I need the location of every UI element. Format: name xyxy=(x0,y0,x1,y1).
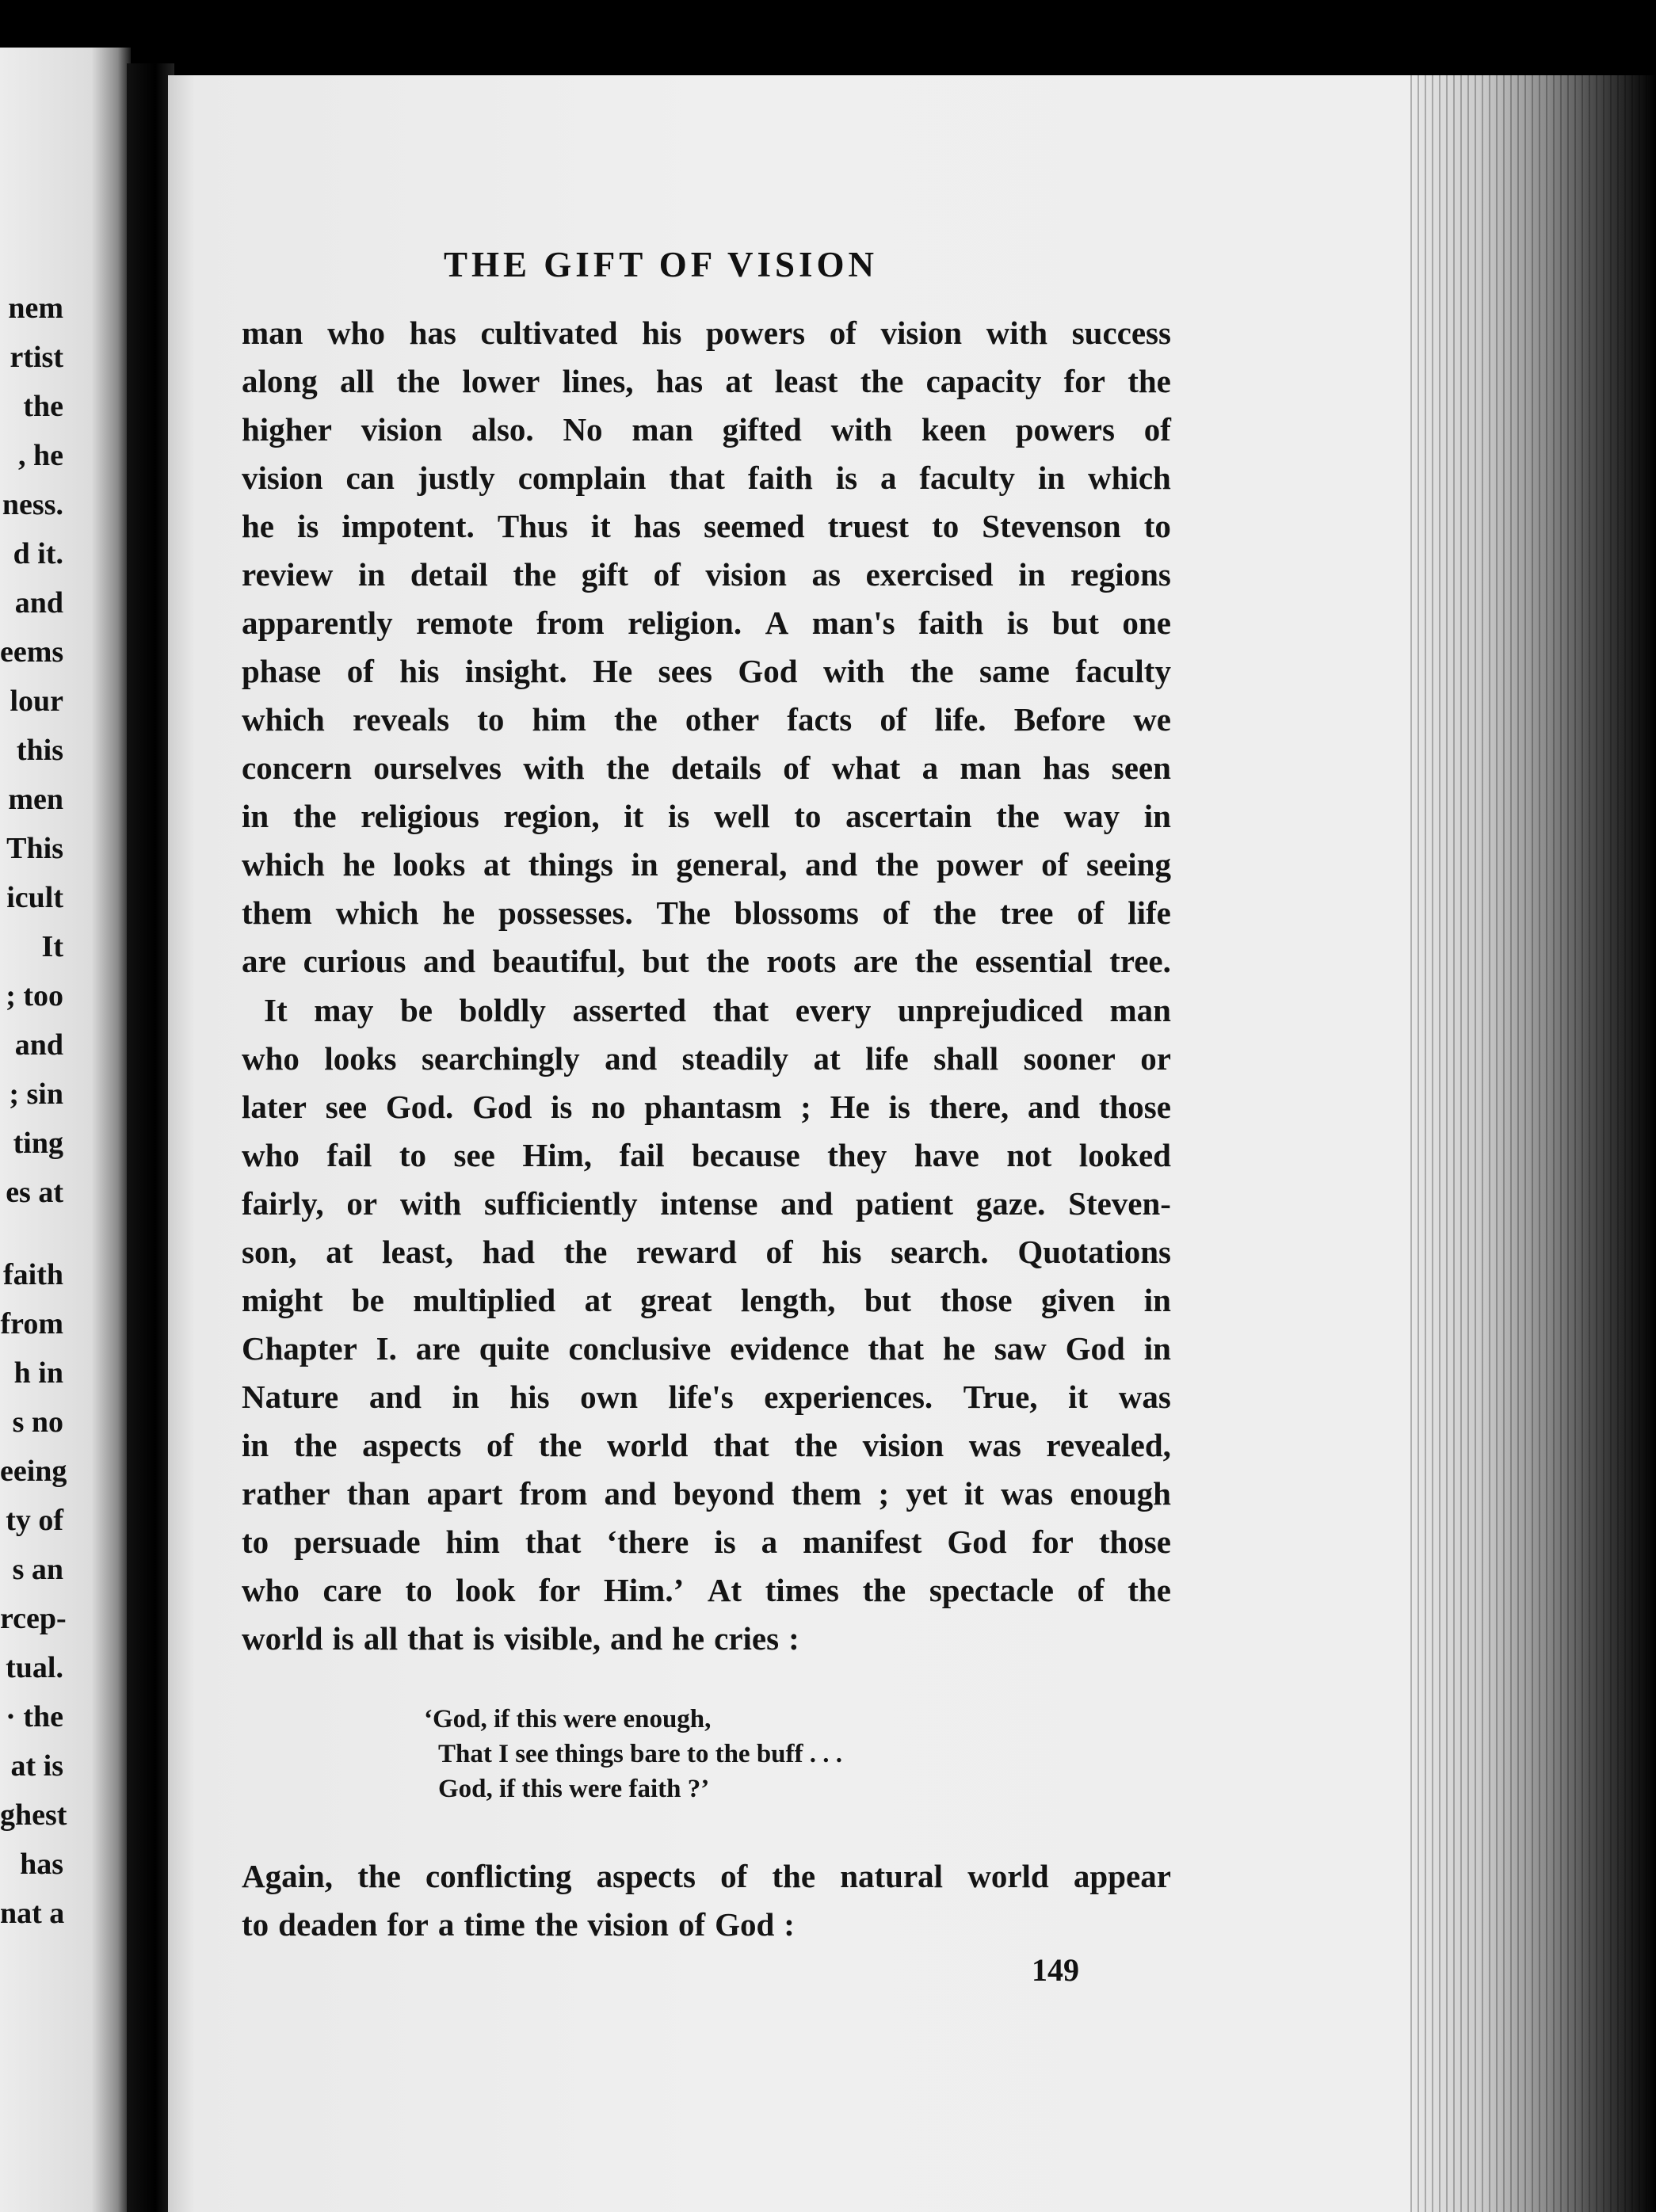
text-line: in the aspects of the world that the vision was revealed, xyxy=(242,1427,1171,1463)
facing-page-fragment: this xyxy=(16,734,63,767)
paragraph-2 xyxy=(242,986,1171,1663)
facing-page-fragment: faith xyxy=(3,1258,63,1291)
facing-page-fragment: at is xyxy=(10,1749,63,1783)
facing-page-fragment: tual. xyxy=(6,1651,63,1684)
paragraph-1 xyxy=(242,309,1171,986)
facing-page-fragment: It xyxy=(41,930,63,963)
paragraph-3 xyxy=(242,1852,1171,1949)
text-line: Chapter I. are quite conclusive evidence that he saw God in xyxy=(242,1330,1171,1367)
facing-page-fragment: · the xyxy=(6,1700,63,1733)
facing-page-fragment: rcep- xyxy=(0,1602,67,1635)
facing-page-fragment: ghest xyxy=(0,1798,67,1832)
page-number: 149 xyxy=(1032,1952,1079,1988)
facing-page-fragment: and xyxy=(14,1028,63,1062)
text-line: fairly, or with sufficiently intense and patient gaze. Steven- xyxy=(242,1185,1171,1222)
facing-page-fragment: nat a xyxy=(0,1897,65,1930)
verse-line: That I see things bare to the buff . . . xyxy=(438,1740,843,1768)
text-line: phase of his insight. He sees God with the same faculty xyxy=(242,653,1171,689)
text-line: who care to look for Him.’ At times the spectacle of the xyxy=(242,1572,1171,1608)
facing-page-fragment: ; too xyxy=(6,979,63,1013)
book-gutter xyxy=(127,63,174,2212)
verse-line: God, if this were faith ?’ xyxy=(438,1775,710,1803)
text-line: along all the lower lines, has at least the capacity for the xyxy=(242,363,1171,399)
facing-page-fragment: This xyxy=(6,832,63,865)
running-head: THE GIFT OF VISION xyxy=(444,245,879,284)
facing-page-fragment: eeing xyxy=(0,1455,67,1488)
facing-page-fragment: lour xyxy=(10,685,63,718)
facing-page-fragment: the xyxy=(23,390,63,423)
facing-page-fragment: s an xyxy=(12,1553,63,1586)
facing-page-fragment: ; sin xyxy=(9,1077,63,1111)
facing-page-fragment: men xyxy=(8,783,63,816)
text-line: higher vision also. No man gifted with keen powers of xyxy=(242,411,1171,448)
page-edge-stack xyxy=(1410,75,1656,2212)
text-line: son, at least, had the reward of his search. Quotations xyxy=(242,1234,1171,1270)
text-line: who looks searchingly and steadily at life shall sooner or xyxy=(242,1040,1171,1077)
text-line: world is all that is visible, and he cries : xyxy=(242,1620,799,1657)
facing-page-fragment: from xyxy=(0,1307,63,1341)
facing-page-fragment: icult xyxy=(6,881,63,914)
text-line: It may be boldly asserted that every unprejudiced man xyxy=(264,992,1171,1028)
text-line: which reveals to him the other facts of life. Before we xyxy=(242,701,1171,738)
facing-page-fragment: h in xyxy=(13,1356,63,1390)
text-line: apparently remote from religion. A man's faith is but one xyxy=(242,604,1171,641)
text-line: to persuade him that ‘there is a manifest God for those xyxy=(242,1524,1171,1560)
facing-page-fragment: eems xyxy=(0,635,64,669)
verse-line: ‘God, if this were enough, xyxy=(424,1705,712,1733)
facing-page-fragment: and xyxy=(14,586,63,620)
facing-page xyxy=(0,48,131,2212)
facing-page-fragment: has xyxy=(20,1848,63,1881)
facing-page-fragment: es at xyxy=(6,1176,63,1209)
text-line: he is impotent. Thus it has seemed truest to Stevenson to xyxy=(242,508,1171,544)
text-line: who fail to see Him, fail because they have not looked xyxy=(242,1137,1171,1173)
text-line: rather than apart from and beyond them ; yet it was enough xyxy=(242,1475,1171,1512)
facing-page-fragment: ness. xyxy=(2,488,63,521)
text-line: are curious and beautiful, but the roots are the essential tree. xyxy=(242,943,1171,979)
text-line: which he looks at things in general, and the power of seeing xyxy=(242,846,1171,883)
text-line: later see God. God is no phantasm ; He is there, and those xyxy=(242,1089,1171,1125)
text-line: in the religious region, it is well to ascertain the way in xyxy=(242,798,1171,834)
text-line: them which he possesses. The blossoms of the tree of life xyxy=(242,894,1171,931)
verse-quotation xyxy=(424,1702,842,1806)
facing-page-fragment: ty of xyxy=(6,1504,63,1537)
text-line: Nature and in his own life's experiences. True, it was xyxy=(242,1379,1171,1415)
text-line: might be multiplied at great length, but those given in xyxy=(242,1282,1171,1318)
facing-page-fragment: ting xyxy=(13,1127,63,1160)
text-line: review in detail the gift of vision as exercised in regions xyxy=(242,556,1171,593)
text-line: man who has cultivated his powers of vision with success xyxy=(242,315,1171,351)
facing-page-fragment: rtist xyxy=(10,341,63,374)
text-line: to deaden for a time the vision of God : xyxy=(242,1906,795,1943)
facing-page-fragment: nem xyxy=(8,292,63,325)
text-line: Again, the conflicting aspects of the natural world appear xyxy=(242,1858,1171,1894)
facing-page-fragment: , he xyxy=(18,439,63,472)
facing-page-fragment: s no xyxy=(12,1405,63,1439)
text-line: vision can justly complain that faith is a faculty in which xyxy=(242,460,1171,496)
text-line: concern ourselves with the details of what a man has seen xyxy=(242,749,1171,786)
facing-page-fragment: d it. xyxy=(13,537,63,570)
